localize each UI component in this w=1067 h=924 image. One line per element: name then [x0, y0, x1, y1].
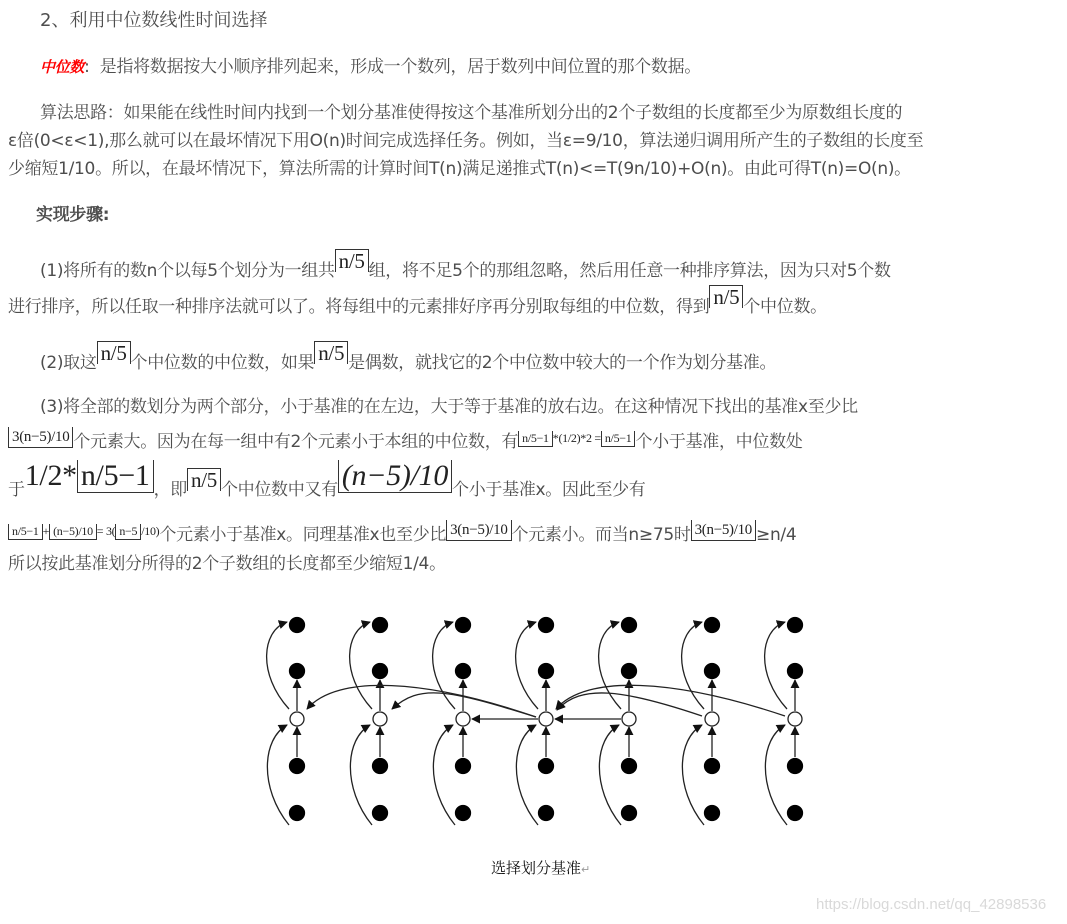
element-node — [788, 618, 803, 633]
floor-n-minus-5: n−5 — [115, 524, 141, 540]
element-node — [622, 759, 637, 774]
median-node — [788, 712, 802, 726]
element-node — [622, 618, 637, 633]
element-node — [705, 806, 720, 821]
curved-arrow — [433, 622, 455, 709]
floor-n-over-5-minus-1-large: n/5−1 — [77, 460, 154, 493]
step3-line-5: 所以按此基准划分所得的2个子数组的长度都至少缩短1/4。 — [8, 554, 446, 574]
element-node — [539, 759, 554, 774]
step2-text-a: (2)取这 — [40, 353, 97, 373]
math-plus: + — [42, 524, 50, 538]
curved-arrow — [682, 622, 704, 709]
element-node — [373, 618, 388, 633]
element-node — [788, 806, 803, 821]
math-times-half-times-two: *(1/2)*2 = — [552, 431, 601, 445]
ceil-n-over-5: n/5 — [187, 468, 221, 491]
element-node — [539, 806, 554, 821]
curved-arrow — [682, 725, 704, 825]
math-over-ten: /10) — [141, 524, 160, 538]
element-node — [539, 618, 554, 633]
curved-arrow — [350, 725, 372, 825]
floor-n-minus-5-over-10: (n−5)/10 — [49, 524, 97, 540]
curved-arrow — [350, 622, 372, 709]
step3-text-b: 个小于基准，中位数处 — [635, 432, 803, 452]
steps-heading: 实现步骤: — [36, 205, 110, 225]
step3-text-c: 于 — [8, 480, 25, 500]
ceil-n-over-5: n/5 — [97, 341, 131, 364]
step3-text-d: ，即 — [153, 480, 188, 500]
idea-line-1: 算法思路：如果能在线性时间内找到一个划分基准使得按这个基准所划分出的2个子数组的长度都至少为原数组长度的 — [40, 103, 903, 123]
floor-3n-minus-5-over-10: 3(n−5)/10 — [446, 520, 511, 541]
floor-3n-minus-5-over-10: 3(n−5)/10 — [691, 520, 756, 541]
median-node — [456, 712, 470, 726]
definition-text: 是指将数据按大小顺序排列起来，形成一个数列，居于数列中间位置的那个数据。 — [99, 57, 701, 77]
curved-arrow — [267, 622, 289, 709]
section-heading: 2、利用中位数线性时间选择 — [40, 10, 268, 31]
step3-text-i: ≥n/4 — [756, 525, 797, 545]
ceil-n-over-5: n/5 — [709, 285, 743, 308]
element-node — [290, 618, 305, 633]
curved-arrow — [516, 622, 538, 709]
idea-line-2: ε倍(0<ε<1),那么就可以在最坏情况下用O(n)时间完成选择任务。例如，当ε=9/10，算法递归调用所产生的子数组的长度至 — [8, 131, 924, 151]
step3-line-1: (3)将全部的数划分为两个部分，小于基准的在左边，大于等于基准的放右边。在这种情况下找出的基准x至少比 — [40, 397, 858, 417]
math-half-times: 1/2* — [24, 459, 77, 492]
figure-caption — [491, 857, 590, 878]
element-node — [705, 618, 720, 633]
ceil-n-over-5: n/5 — [335, 249, 369, 272]
floor-n-minus-5-over-10-large: (n−5)/10 — [338, 460, 452, 493]
curved-arrow — [516, 725, 538, 825]
element-node — [290, 664, 305, 679]
element-node — [456, 806, 471, 821]
median-node — [539, 712, 553, 726]
element-node — [705, 664, 720, 679]
floor-n-over-5-minus-1: n/5−1 — [518, 431, 553, 447]
element-node — [456, 664, 471, 679]
step1-text-b: 组，将不足5个的那组忽略，然后用任意一种排序算法，因为只对5个数 — [368, 261, 891, 281]
math-equals-three: = 3( — [96, 524, 116, 538]
step1-text-d: 个中位数。 — [743, 297, 827, 317]
curved-arrow — [765, 622, 787, 709]
step3-text-e: 个中位数中又有 — [220, 480, 338, 500]
element-node — [705, 759, 720, 774]
ceil-n-over-5: n/5 — [314, 341, 348, 364]
step3-text-g: 个元素小于基准x。同理基准x也至少比 — [159, 525, 447, 545]
step2-text-c: 是偶数，就找它的2个中位数中较大的一个作为划分基准。 — [348, 353, 777, 373]
median-node — [373, 712, 387, 726]
curved-arrow — [433, 725, 455, 825]
curved-arrow — [765, 725, 787, 825]
step1-text-c: 进行排序，所以任取一种排序法就可以了。将每组中的元素排好序再分别取每组的中位数，得到 — [8, 297, 710, 317]
element-node — [539, 664, 554, 679]
element-node — [290, 806, 305, 821]
median-node — [705, 712, 719, 726]
figure-caption-text: 选择划分基准 — [491, 859, 582, 877]
watermark: https://blog.csdn.net/qq_42898536 — [816, 896, 1047, 913]
step3-text-h: 个元素小。而当n≥75时 — [511, 525, 691, 545]
element-node — [373, 759, 388, 774]
element-node — [456, 618, 471, 633]
median-node — [622, 712, 636, 726]
floor-3n-minus-5-over-10: 3(n−5)/10 — [8, 427, 73, 448]
step2-text-b: 个中位数的中位数，如果 — [130, 353, 315, 373]
step3-text-f: 个小于基准x。因此至少有 — [452, 480, 646, 500]
element-node — [373, 664, 388, 679]
element-node — [788, 664, 803, 679]
step3-text-a: 个元素大。因为在每一组中有2个元素小于本组的中位数，有 — [73, 432, 519, 452]
element-node — [373, 806, 388, 821]
curved-arrow — [267, 725, 289, 825]
step1-text-a: (1)将所有的数n个以每5个划分为一组共 — [40, 261, 335, 281]
element-node — [456, 759, 471, 774]
idea-line-3: 少缩短1/10。所以，在最坏情况下，算法所需的计算时间T(n)满足递推式T(n)<=T(9n/10)+O(n)。由此可得T(n)=O(n)。 — [8, 159, 911, 179]
element-node — [788, 759, 803, 774]
paragraph-mark-icon: ↵ — [581, 863, 591, 876]
median-node — [290, 712, 304, 726]
definition-term: 中位数 — [40, 58, 85, 76]
floor-n-over-5-minus-1: n/5−1 — [601, 431, 636, 447]
curved-arrow — [599, 725, 621, 825]
element-node — [622, 664, 637, 679]
curved-arrow — [599, 622, 621, 709]
element-node — [622, 806, 637, 821]
floor-n-over-5-minus-1: n/5−1 — [8, 524, 43, 540]
definition-colon: : — [84, 57, 90, 77]
element-node — [290, 759, 305, 774]
